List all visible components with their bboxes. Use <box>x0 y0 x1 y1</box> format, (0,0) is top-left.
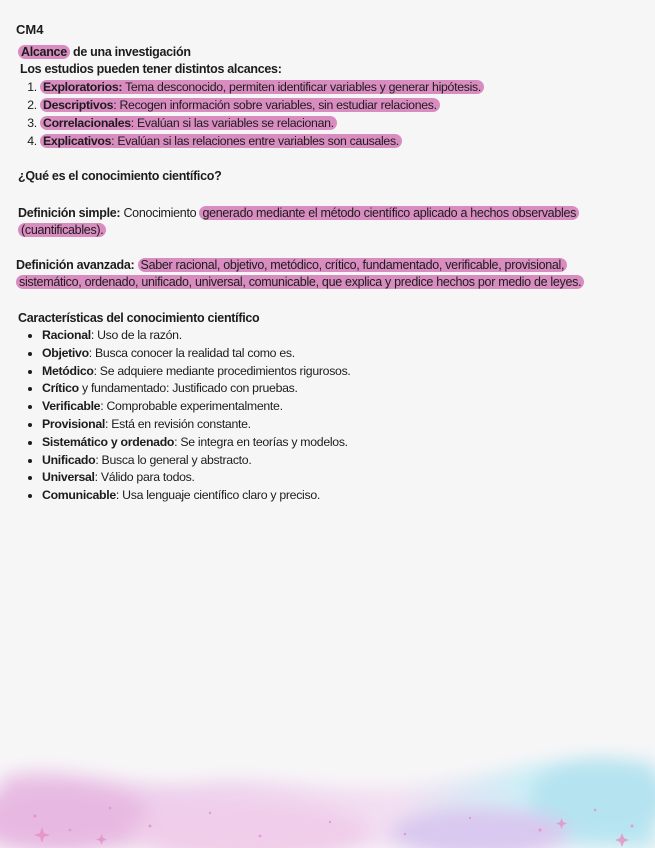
watercolor-decoration <box>0 738 655 848</box>
simple-definition-label: Definición simple: <box>18 206 121 220</box>
simple-definition: Definición simple: Conocimiento generado mediante el método científico aplicado a hechos observables (cuantificables). <box>18 205 618 239</box>
list-item: • Provisional: Está en revisión constante. <box>42 416 618 434</box>
list-item: • Universal: Válido para todos. <box>42 469 618 487</box>
characteristics-section <box>18 310 618 505</box>
page-title: CM4 <box>16 22 44 37</box>
characteristics-heading: Características del conocimiento científico <box>18 311 260 325</box>
list-item: 1. Exploratorios: Tema desconocido, permiten identificar variables y generar hipótesis. <box>40 78 618 96</box>
list-item: • Sistemático y ordenado: Se integra en teorías y modelos. <box>42 434 618 452</box>
scope-list <box>18 78 618 150</box>
list-item: • Crítico y fundamentado: Justificado con pruebas. <box>42 380 618 398</box>
advanced-definition <box>16 257 620 291</box>
simple-definition-highlight: generado mediante el método científico aplicado a hechos observables (cuantificables). <box>18 206 579 237</box>
scope-heading <box>18 44 618 61</box>
list-item: 2. Descriptivos: Recogen información sobre variables, sin estudiar relaciones. <box>40 96 618 114</box>
list-item: • Metódico: Se adquiere mediante procedimientos rigurosos. <box>42 363 618 381</box>
list-item: • Unificado: Busca lo general y abstracto. <box>42 452 618 470</box>
advanced-definition-label: Definición avanzada: <box>16 258 135 272</box>
list-item: • Objetivo: Busca conocer la realidad tal como es. <box>42 345 618 363</box>
scope-intro: Los estudios pueden tener distintos alcances: <box>20 62 282 76</box>
list-item: • Comunicable: Usa lenguaje científico claro y preciso. <box>42 487 618 505</box>
characteristics-list <box>18 327 618 505</box>
advanced-definition-highlight: Saber racional, objetivo, metódico, crítico, fundamentado, verificable, provisional, sistemático, ordenado, unificado, universal, comunicable, que explica y predice hechos por medio de leyes. <box>16 258 584 289</box>
list-item: • Racional: Uso de la razón. <box>42 327 618 345</box>
question-heading: ¿Qué es el conocimiento científico? <box>18 169 222 183</box>
list-item: 3. Correlacionales: Evalúan si las variables se relacionan. <box>40 114 618 132</box>
scope-section <box>18 44 618 150</box>
list-item: • Verificable: Comprobable experimentalmente. <box>42 398 618 416</box>
scope-heading-highlight: Alcance <box>18 45 70 59</box>
list-item: 4. Explicativos: Evalúan si las relaciones entre variables son causales. <box>40 132 618 150</box>
scope-heading-rest: de una investigación <box>69 45 191 59</box>
